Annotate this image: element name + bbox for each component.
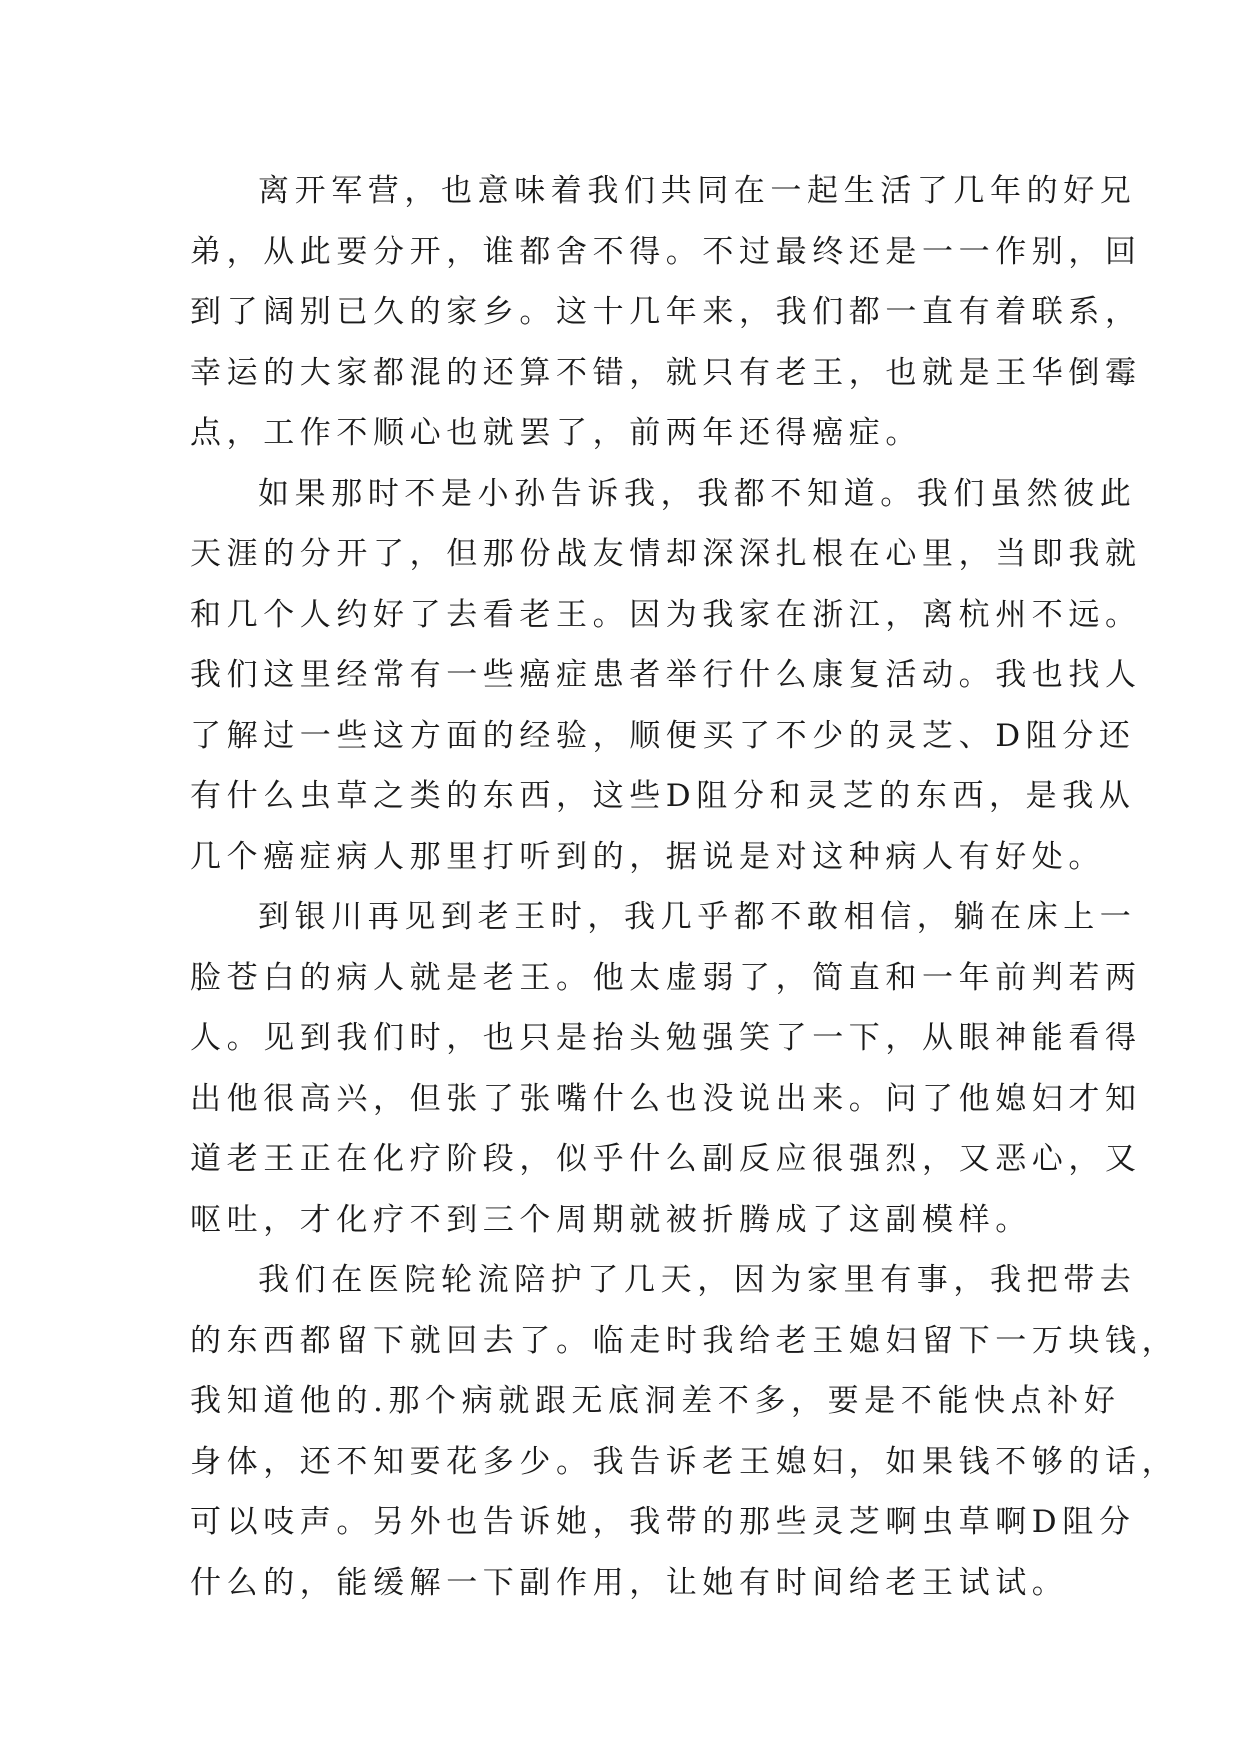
body-text xyxy=(190,161,1179,1613)
text-line: 呕吐，才化疗不到三个周期就被折腾成了这副模样。 xyxy=(190,1201,1032,1238)
text-line: 可以吱声。另外也告诉她，我带的那些灵芝啊虫草啊D阻分 xyxy=(190,1504,1136,1540)
paragraph-3 xyxy=(190,887,1142,1250)
text-line: 弟，从此要分开，谁都舍不得。不过最终还是一一作别，回 xyxy=(190,233,1142,270)
paragraph-4 xyxy=(190,1250,1179,1613)
text-line: 天涯的分开了，但那份战友情却深深扎根在心里，当即我就 xyxy=(190,536,1142,572)
text-line: 到银川再见到老王时，我几乎都不敢相信，躺在床上一 xyxy=(258,899,1137,935)
text-line: 人。见到我们时，也只是抬头勉强笑了一下，从眼神能看得 xyxy=(190,1020,1142,1056)
text-line: 点，工作不顺心也就罢了，前两年还得癌症。 xyxy=(190,415,922,451)
text-line: 我们在医院轮流陪护了几天，因为家里有事，我把带去 xyxy=(258,1262,1137,1298)
text-line: 脸苍白的病人就是老王。他太虚弱了，简直和一年前判若两 xyxy=(190,959,1142,996)
text-line: 我知道他的.那个病就跟无底洞差不多，要是不能快点补好 xyxy=(190,1383,1121,1419)
text-line: 到了阔别已久的家乡。这十几年来，我们都一直有着联系， xyxy=(190,294,1142,330)
text-line: 出他很高兴，但张了张嘴什么也没说出来。问了他媳妇才知 xyxy=(190,1080,1142,1117)
text-line: 幸运的大家都混的还算不错，就只有老王，也就是王华倒霉 xyxy=(190,354,1142,391)
text-line: 有什么虫草之类的东西，这些D阻分和灵芝的东西，是我从 xyxy=(190,778,1136,814)
text-line: 我们这里经常有一些癌症患者举行什么康复活动。我也找人 xyxy=(190,657,1142,693)
text-line: 道老王正在化疗阶段，似乎什么副反应很强烈，又恶心，又 xyxy=(190,1141,1142,1177)
paragraph-2 xyxy=(190,464,1142,888)
text-line: 几个癌症病人那里打听到的，据说是对这种病人有好处。 xyxy=(190,838,1105,875)
paragraph-1 xyxy=(190,161,1142,464)
text-line: 和几个人约好了去看老王。因为我家在浙江，离杭州不远。 xyxy=(190,596,1142,633)
text-line: 如果那时不是小孙告诉我，我都不知道。我们虽然彼此 xyxy=(258,475,1137,512)
text-line: 了解过一些这方面的经验，顺便买了不少的灵芝、D阻分还 xyxy=(190,717,1136,754)
text-line: 离开军营，也意味着我们共同在一起生活了几年的好兄 xyxy=(258,173,1137,209)
text-line: 身体，还不知要花多少。我告诉老王媳妇，如果钱不够的话， xyxy=(190,1443,1179,1480)
text-line: 的东西都留下就回去了。临走时我给老王媳妇留下一万块钱， xyxy=(190,1322,1179,1359)
text-line: 什么的，能缓解一下副作用，让她有时间给老王试试。 xyxy=(190,1564,1069,1601)
